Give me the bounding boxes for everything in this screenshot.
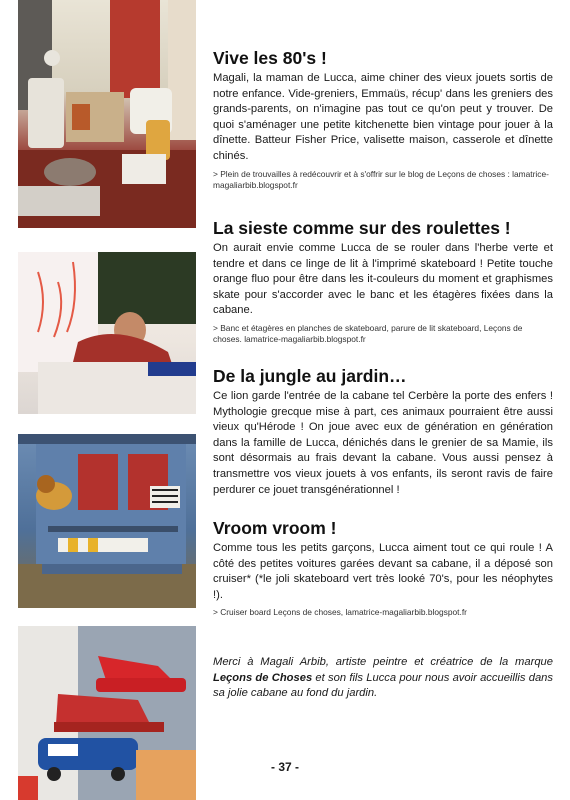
page-number: - 37 - — [270, 760, 299, 774]
section-jungle-jardin — [213, 366, 553, 498]
sieste-illustration — [18, 252, 196, 414]
section-body: Comme tous les petits garçons, Lucca aiment tout ce qui roule ! A côté des petites voitures garées devant sa cabane, il a déposé son cruiser* (*le joli skateboard vert très looké 70's, pour les néophytes !). — [213, 542, 553, 601]
section-title: De la jungle au jardin… — [213, 366, 407, 386]
section-vive-les-80s — [213, 48, 553, 191]
section-body: Ce lion garde l'entrée de la cabane tel Cerbère la porte des enfers ! Mythologie grecque mise à part, ces animaux pourraient être aussi vieux qu'Hérode ! On joue avec eux de génération en génération dans la famille de Lucca, dénichés dans le grenier de sa Mamie, ils sont désormais au frais devant la cabane. Vous aussi pensez à transmettre vos vieux jouets à vos enfants, ils seront ravis de faire perdurer ce jouet transgénérationnel ! — [213, 390, 553, 496]
section-vroom-vroom — [213, 518, 553, 618]
photo-lion-zebra-cabin — [18, 434, 196, 608]
section-title: Vroom vroom ! — [213, 518, 337, 538]
jungle-illustration — [18, 434, 196, 608]
section-body: On aurait envie comme Lucca de se rouler dans l'herbe verte et tendre et dans ce linge de lit à l'imprimé skateboard ! Petite touche orange fluo pour être dans les it-couleurs du moment et graphismes skate pour s'accorder avec le banc et les étagères fixées dans la cabane. — [213, 242, 553, 317]
closing-brand: Leçons de Choses — [213, 671, 313, 684]
section-note: > Plein de trouvailles à redécouvrir et à s'offrir sur le blog de Leçons de choses : lamatrice-magaliarbib.blogspot.fr — [213, 168, 549, 190]
section-note: > Cruiser board Leçons de choses, lamatrice-magaliarbib.blogspot.fr — [213, 607, 467, 618]
section-note: > Banc et étagères en planches de skateboard, parure de lit skateboard, Leçons de choses. lamatrice-magaliarbib.blogspot.fr — [213, 322, 523, 344]
closing-acknowledgement — [213, 655, 553, 702]
photo-kitchenette-toys — [18, 0, 196, 228]
photo-boy-on-skate-bedding — [18, 252, 196, 414]
section-body: Magali, la maman de Lucca, aime chiner des vieux jouets sortis de notre enfance. Vide-greniers, Emmaüs, récup' dans les greniers des grands-parents, on n'imagine pas tout ce qu'on peut y trouver. De quoi s'aménager une petite kitchenette bien vintage pour jouer à la dînette. Batteur Fisher Price, valisette maison, casserole et dînette chinés. — [213, 72, 553, 162]
section-title: Vive les 80's ! — [213, 48, 327, 68]
section-title: La sieste comme sur des roulettes ! — [213, 218, 511, 238]
closing-text-2: et son fils Lucca pour nous avoir accueillis dans sa jolie cabane au fond du jardin. — [213, 671, 553, 700]
kitchenette-illustration — [18, 0, 196, 228]
section-sieste — [213, 218, 553, 345]
closing-text-1: Merci à Magali Arbib, artiste peintre et créatrice de la marque — [213, 656, 553, 668]
